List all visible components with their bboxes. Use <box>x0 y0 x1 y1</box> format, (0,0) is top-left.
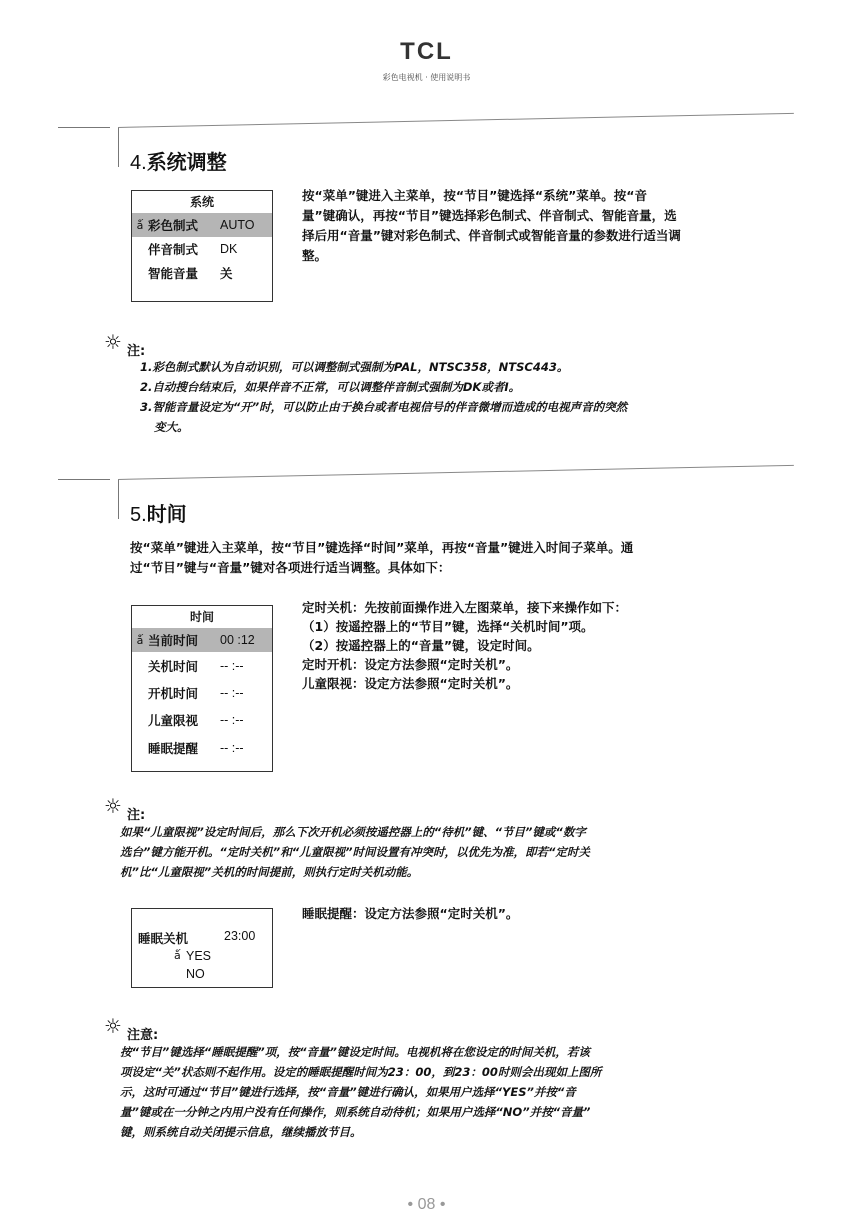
menu-label: 关机时间 <box>148 658 199 674</box>
note-line: 变大。 <box>154 420 189 434</box>
menu-value: -- :-- <box>220 713 244 727</box>
menu-label: 彩色制式 <box>148 218 199 233</box>
menu-row-current-time <box>132 628 272 652</box>
section-title-text: 系统调整 <box>146 150 227 174</box>
menu-value: DK <box>220 242 238 256</box>
time-menu-box <box>131 605 273 772</box>
menu-label: 智能音量 <box>148 266 199 281</box>
text-line: 量”键确认，再按“节目”键选择彩色制式、伴音制式、智能音量，选 <box>302 208 677 223</box>
menu-row-color-system <box>132 213 272 237</box>
sleep-off-label: 睡眠关机 <box>138 931 189 946</box>
sleep-description: 睡眠提醒：设定方法参照“定时关机”。 <box>302 906 519 921</box>
note-line: 2.自动搜台结束后，如果伴音不正常，可以调整伴音制式强制为DK或者I。 <box>140 380 521 394</box>
text-line: 按“菜单”键进入主菜单，按“节目”键选择“时间”菜单，再按“音量”键进入时间子菜单。通 <box>130 540 634 555</box>
menu-label: 当前时间 <box>148 633 199 648</box>
sleep-off-time: 23:00 <box>224 929 256 943</box>
note-label: 注意: <box>127 1028 159 1043</box>
text-line: （1）按遥控器上的“节目”键，选择“关机时间”项。 <box>302 619 594 634</box>
menu-value: -- :-- <box>220 685 244 700</box>
menu-value: 00 :12 <box>220 633 255 647</box>
brand-logo: TCL <box>400 38 453 65</box>
menu-label: 开机时间 <box>148 685 199 701</box>
sleep-notes <box>120 1042 800 1142</box>
menu-label: 儿童限视 <box>148 713 199 728</box>
page-number: • 08 • <box>407 1196 446 1213</box>
menu-value: -- :-- <box>220 741 244 755</box>
text-line: 择后用“音量”键对彩色制式、伴音制式或智能音量的参数进行适当调 <box>302 228 681 243</box>
menu-value: 关 <box>220 266 233 281</box>
time-description <box>302 598 792 693</box>
sleep-option-no: NO <box>186 967 205 981</box>
note-line: 3.智能音量设定为“开”时，可以防止由于换台或者电视信号的伴音微增而造成的电视声音的突然 <box>140 400 628 414</box>
text-line: 定时关机：先按前面操作进入左图菜单，接下来操作如下： <box>302 600 628 615</box>
menu-label: 伴音制式 <box>148 242 199 257</box>
section-number: 5. <box>130 504 147 526</box>
system-menu-box <box>131 190 273 302</box>
time-notes <box>120 822 800 882</box>
text-line: 定时开机：设定方法参照“定时关机”。 <box>302 657 519 672</box>
cursor-icon: ǻ <box>136 633 144 647</box>
note-line: 按“节目”键选择“睡眠提醒”项，按“音量”键设定时间。电视机将在您设定的时间关机，若该 <box>120 1045 590 1059</box>
section-number: 4. <box>130 152 147 174</box>
menu-title: 时间 <box>189 610 214 624</box>
menu-row-on-time <box>132 679 272 706</box>
sleep-off-box <box>131 908 273 988</box>
divider-short <box>58 127 110 128</box>
note-line: 键，则系统自动关闭提示信息，继续播放节目。 <box>120 1125 362 1139</box>
time-intro <box>130 538 800 578</box>
note-line: 1.彩色制式默认为自动识别，可以调整制式强制为PAL，NTSC358，NTSC443。 <box>140 360 569 374</box>
sleep-option-yes: YES <box>186 949 212 963</box>
menu-row-sleep-reminder <box>132 734 272 762</box>
system-description <box>302 186 792 266</box>
sun-note-icon: ☼ <box>104 330 122 354</box>
section-title-system <box>130 146 227 175</box>
note-label: 注: <box>127 344 146 359</box>
divider-long <box>118 113 794 128</box>
text-line: （2）按遥控器上的“音量”键，设定时间。 <box>302 638 540 653</box>
text-line: 整。 <box>302 248 328 263</box>
manual-subtitle: 彩色电视机 · 使用说明书 <box>382 73 471 82</box>
menu-row-child-lock <box>132 706 272 734</box>
menu-value: -- :-- <box>220 658 244 673</box>
menu-row-sound-system <box>132 237 272 261</box>
note-label: 注: <box>127 808 146 823</box>
text-line: 过“节目”键与“音量”键对各项进行适当调整。具体如下： <box>130 560 451 575</box>
cursor-icon: ǻ <box>174 949 181 962</box>
menu-row-smart-volume <box>132 261 272 285</box>
text-line: 儿童限视：设定方法参照“定时关机”。 <box>302 676 519 691</box>
section-title-time <box>130 498 187 527</box>
menu-label: 睡眠提醒 <box>148 741 199 756</box>
text-line: 按“菜单”键进入主菜单，按“节目”键选择“系统”菜单。按“音 <box>302 188 648 203</box>
note-line: 项设定“关”状态则不起作用。设定的睡眠提醒时间为23：00，到23：00时则会出现如上图所 <box>120 1065 602 1079</box>
note-line: 如果“儿童限视”设定时间后，那么下次开机必须按遥控器上的“待机”键、“节目”键或“数字 <box>120 825 586 839</box>
cursor-icon: ǻ <box>136 218 144 232</box>
divider-short <box>58 479 110 480</box>
note-line: 选台”键方能开机。“定时关机”和“儿童限视”时间设置有冲突时，以优先为准，即若“定时关 <box>120 845 590 859</box>
divider-long <box>118 465 794 480</box>
sun-note-icon: ☼ <box>104 1014 122 1038</box>
note-line: 示，这时可通过“节目”键进行选择，按“音量”键进行确认，如果用户选择“YES”并按“音 <box>120 1085 576 1099</box>
system-notes <box>140 357 800 437</box>
section-title-text: 时间 <box>146 502 187 526</box>
note-line: 量”键或在一分钟之内用户没有任何操作，则系统自动待机；如果用户选择“NO”并按“音量” <box>120 1105 591 1119</box>
divider-vertical <box>118 127 119 167</box>
menu-value: AUTO <box>220 218 255 232</box>
menu-row-off-time <box>132 652 272 679</box>
menu-title: 系统 <box>189 195 214 209</box>
divider-vertical <box>118 479 119 519</box>
note-line: 机”比“儿童限视”关机的时间提前，则执行定时关机动能。 <box>120 865 419 879</box>
sun-note-icon: ☼ <box>104 794 122 818</box>
